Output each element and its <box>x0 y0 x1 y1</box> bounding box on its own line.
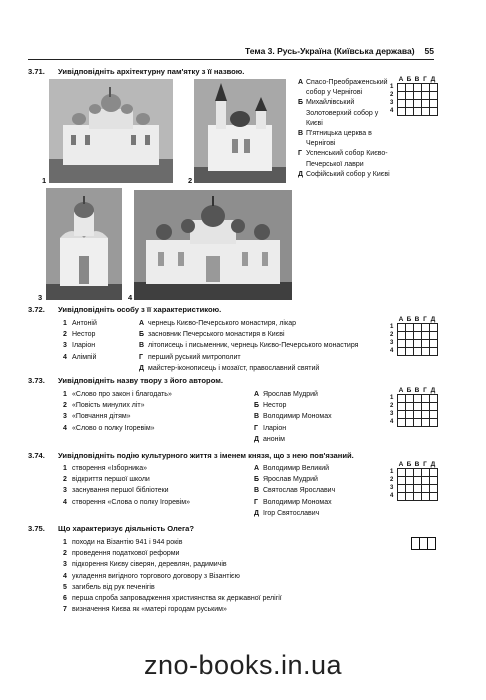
photo-uspensky-cathedral <box>134 190 292 300</box>
task-3-72-title: 3.72. Уивідповідніть особу з її характеристикою. <box>28 305 222 314</box>
photo-sofia-cathedral <box>49 79 173 183</box>
answer-grid-3-71[interactable]: А Б В Г Д 1 2 3 4 <box>390 76 438 115</box>
photo-pyatnytska-church <box>46 188 122 300</box>
photo-label-2: 2 <box>188 176 193 185</box>
task-3-75-items: 1 походи на Візантію 941 і 944 років 2 проведення податкової реформи 3 підкорення Києву сіверян, деревлян, радимичів 4 укладення вигідного торгового договору з Візантією 5 загибель від рук печенігів 6 перша спроба запровадження християнства як державної релігії 7 визначення Києва як «матері городам руським» <box>63 539 282 614</box>
task-3-71-options <box>298 78 390 180</box>
option-g: Г Успенський собор Києво-Печерської лаври <box>298 150 388 168</box>
task-3-73-left: 1 «Слово про закон і благодать» 2 «Повість минулих літ» 3 «Повчання дітям» 4 «Слово о полку Ігоревім» <box>63 391 172 432</box>
watermark: zno-books.in.ua <box>143 650 343 680</box>
option-d: Д Софійський собор у Києві <box>298 170 390 178</box>
header-rule <box>28 59 434 60</box>
page-header <box>245 46 434 56</box>
photo-spaso-preobrazhensky-cathedral <box>194 79 286 183</box>
photo-label-3: 3 <box>38 293 43 302</box>
answer-grid-3-73[interactable]: А Б В Г Д 1 2 3 4 <box>390 387 438 426</box>
option-v: В П'ятницька церква в Чернігові <box>298 130 372 148</box>
header-title: Тема 3. Русь-Україна (Київська держава) <box>245 46 415 56</box>
task-3-73-right: А Ярослав Мудрий Б Нестор В Володимир Мономах Г Іларіон Д анонім <box>254 391 332 443</box>
task-3-72-right: А чернець Києво-Печерського монастиря, лікар Б засновник Печерського монастиря в Києві В літописець і письменник, чернець Києво-Печерського монастиря Г перший руський митрополит Д майстер-іконописець і мозаїст, православний святий <box>139 320 359 372</box>
task-3-74-right: А Володимир Великий Б Ярослав Мудрий В Святослав Ярославич Г Володимир Мономах Д Ігор Святославич <box>254 465 336 517</box>
task-3-72-left: 1 Антоній 2 Нестор 3 Іларіон 4 Алімпій <box>63 320 97 361</box>
answer-grid-3-72[interactable]: А Б В Г Д 1 2 3 4 <box>390 316 438 355</box>
task-question: Уивідповідніть архітектурну пам'ятку з її назвою. <box>58 67 245 76</box>
page-number: 55 <box>424 46 434 56</box>
answer-box-3-75[interactable] <box>411 537 436 550</box>
task-3-75-title: 3.75. Що характеризує діяльність Олега? <box>28 524 195 533</box>
task-number: 3.71. <box>28 67 45 76</box>
option-a: А Спасо-Преображенський собор у Чернігові <box>298 79 388 97</box>
task-3-74-left: 1 створення «Ізборника» 2 відкриття першої школи 3 заснування першої бібліотеки 4 створення «Слова о полку Ігоревім» <box>63 465 191 506</box>
answer-grid-3-74[interactable]: А Б В Г Д 1 2 3 4 <box>390 461 438 500</box>
option-b: Б Михайлівський Золотоверхий собор у Києві <box>298 99 379 127</box>
photo-label-4: 4 <box>128 293 133 302</box>
task-3-73-title: 3.73. Уивідповідніть назву твору з його автором. <box>28 376 223 385</box>
photo-label-1: 1 <box>42 176 47 185</box>
task-3-71-title <box>28 67 244 76</box>
task-3-74-title: 3.74. Уивідповідніть подію культурного життя з іменем князя, що з нею пов'язаний. <box>28 451 354 460</box>
